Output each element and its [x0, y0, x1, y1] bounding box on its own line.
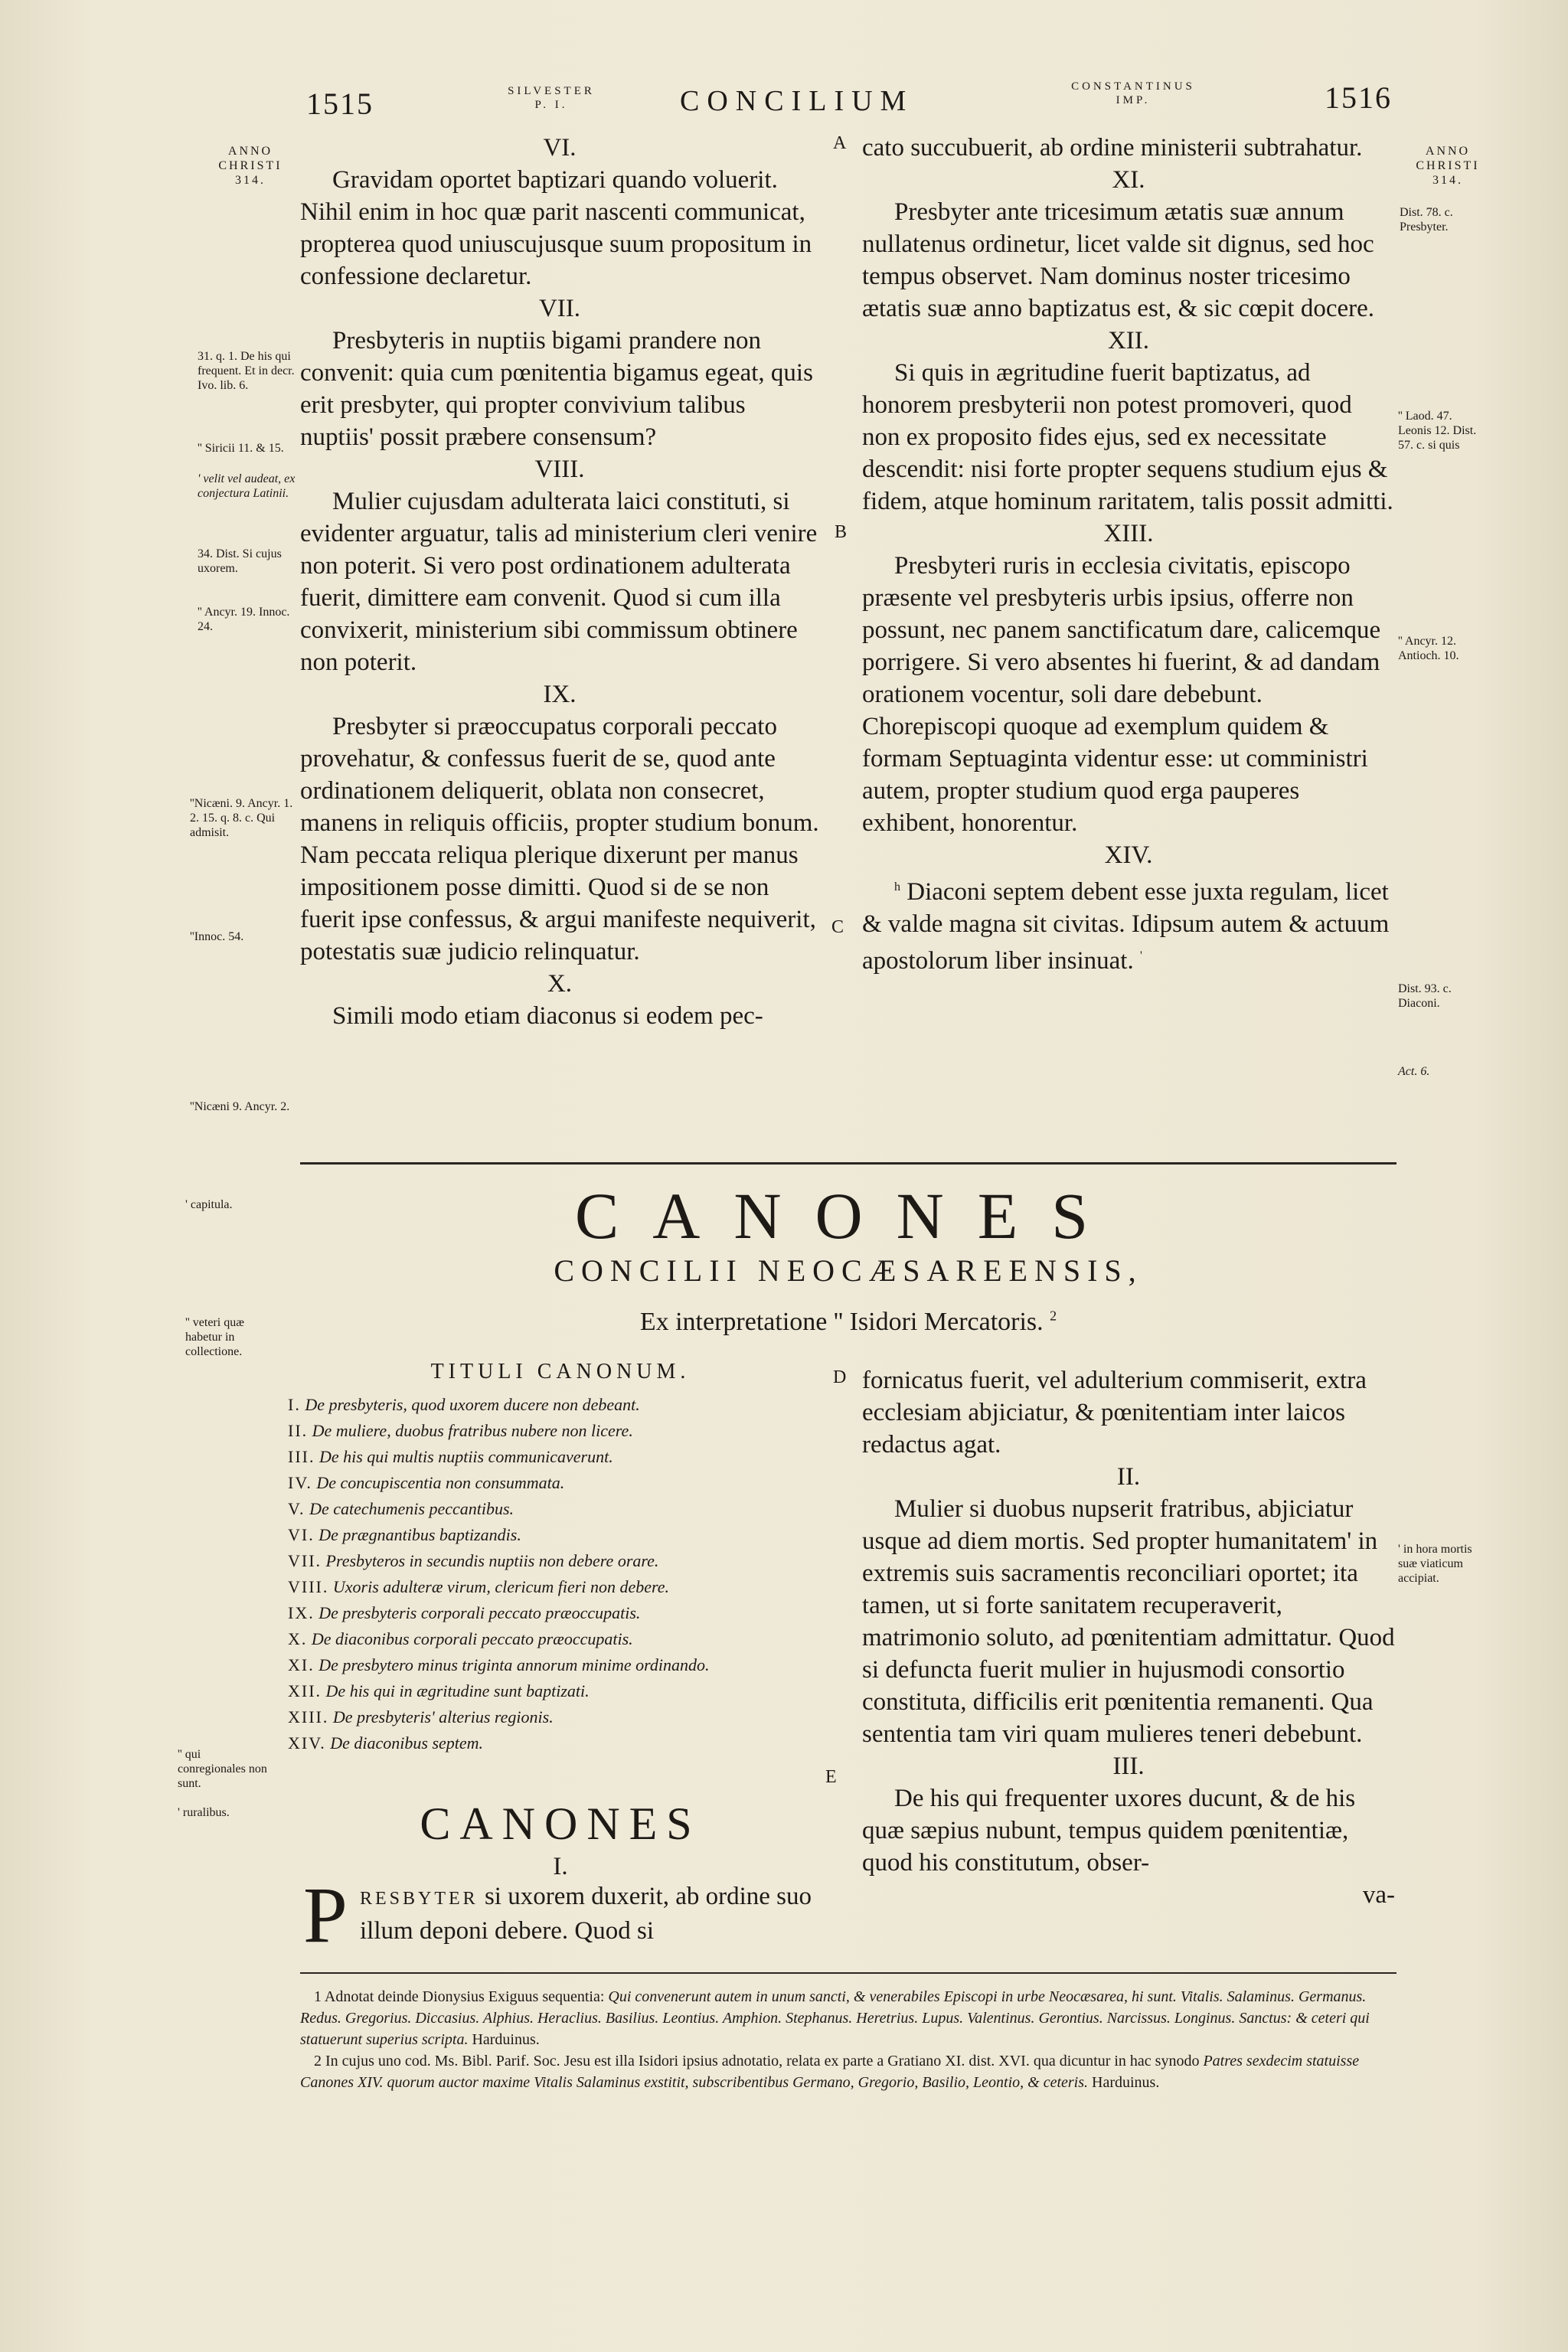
canon-number: IX. [543, 681, 577, 708]
titulus-number: XIV. [288, 1733, 326, 1753]
christi-label: CHRISTI [1416, 159, 1480, 172]
emperor-title: IMP. [1116, 94, 1151, 106]
footnote-mark: ' [1139, 949, 1142, 962]
tituli-heading: TITULI CANONUM. [430, 1360, 691, 1383]
titulus-text: Uxoris adulteræ virum, clericum fieri non debere. [332, 1577, 669, 1596]
titulus-number: VIII. [288, 1577, 329, 1596]
titulus-item [288, 1548, 824, 1574]
titulus-number: VI. [288, 1525, 315, 1544]
margin-note: '' Ancyr. 19. Innoc. 24. [198, 606, 290, 633]
titulus-item [288, 1496, 824, 1522]
margin-note: ' capitula. [185, 1198, 233, 1211]
catchword: va- [1362, 1881, 1395, 1909]
tituli-list [288, 1392, 824, 1756]
titulus-text: De presbytero minus triginta annorum minime ordinando. [318, 1655, 710, 1674]
titulus-number: I. [288, 1395, 301, 1414]
titulus-number: IX. [288, 1603, 315, 1622]
canon-1-text [360, 1880, 815, 1947]
canon-text: Presbyteri ruris in ecclesia civitatis, episcopo præsente vel presbyteris urbis ipsius, offerre non possunt, nec panem sanctificatum dare, calicemque porrigere. Si vero absentes hi fuerint, & ad dandam orationem vocentur, soli dare debebunt. Chorepiscopi quoque ad exemplum quidem & formam Septuaginta videntur esse: ut comministri autem, propter studium quod erga pauperes exhibent, honorentur. [862, 552, 1381, 837]
section-letter-e: E [825, 1767, 837, 1787]
canon-text: Simili modo etiam diaconus si eodem pec- [332, 1002, 763, 1030]
titulus-number: IV. [288, 1473, 312, 1492]
canon-number: VI. [543, 134, 577, 162]
titulus-item [288, 1704, 824, 1730]
margin-note: Dist. 78. c. Presbyter. [1400, 206, 1453, 234]
canon-number: VII. [538, 295, 581, 322]
section-letter-a: A [833, 133, 847, 153]
margin-note: '' veteri quæ habetur in collectione. [185, 1316, 244, 1358]
titulus-text: De diaconibus septem. [330, 1733, 484, 1753]
canon-number: XII. [1107, 327, 1150, 354]
titulus-text: De prægnantibus baptizandis. [318, 1525, 521, 1544]
canon-number: X. [547, 970, 573, 998]
canon-number: XIII. [1103, 520, 1154, 547]
titulus-number: XI. [288, 1655, 315, 1674]
titulus-text: Presbyteros in secundis nuptiis non debere orare. [325, 1551, 659, 1570]
canon-14-text: Diaconi septem debent esse juxta regulam, licet & valde magna sit civitas. Idipsum autem & actuum apostolorum liber insinuat. [862, 878, 1390, 975]
anno-label: ANNO [1425, 145, 1471, 158]
interpretation-text: Ex interpretatione '' Isidori Mercatoris. [639, 1308, 1044, 1336]
canon-number: II. [1116, 1463, 1141, 1491]
canon-number: XI. [1112, 166, 1145, 194]
margin-note: '' Siricii 11. & 15. [198, 442, 284, 455]
titulus-number: III. [288, 1447, 315, 1466]
christi-label: CHRISTI [218, 159, 283, 172]
page-running-title: CONCILIUM [680, 85, 914, 117]
canones-heading: CANONES [574, 1179, 1122, 1253]
canon-text: De his qui frequenter uxores ducunt, & de his quæ sæpius nubunt, tempus quidem pœnitentiæ, quod his constitutum, obser- [862, 1785, 1356, 1877]
titulus-item [288, 1418, 824, 1444]
titulus-text: De diaconibus corporali peccato præoccupatis. [311, 1629, 633, 1648]
footnote-divider [300, 1972, 1396, 1974]
footnote-2 [300, 2050, 1396, 2093]
section-divider [300, 1162, 1396, 1165]
canon-text: Presbyter si præoccupatus corporali peccato provehatur, & confessus fuerit de se, quod ante ordinationem deliquerit, oblata non consecret, manens in reliquis officiis, propter studium bonum. Nam peccata reliqua plerique dixerunt per manus impositionem posse dimitti. Quod si de se non fuerit ipse confessus, & argui manifeste nequiverit, potestatis suæ judicio relinquatur. [300, 713, 819, 965]
footnote-2-lead: 2 In cujus uno cod. Ms. Bibl. Parif. Soc. Jesu est illa Isidori ipsius adnotatio, relata ex parte a Gratiano XI. dist. XVI. qua dicuntur in hac synodo [314, 2053, 1200, 2069]
canon-text: Presbyter ante tricesimum ætatis suæ annum nullatenus ordinetur, licet valde sit dignus, sed hoc tempus observet. Nam dominus noster tricesimo ætatis suæ anno baptizatus est, & sic cœpit docere. [862, 198, 1375, 322]
margin-note: ''Innoc. 54. [190, 930, 244, 943]
margin-note: '' Laod. 47. Leonis 12. Dist. 57. c. si quis [1398, 410, 1477, 452]
canon-text: Gravidam oportet baptizari quando voluerit. Nihil enim in hoc quæ parit nascenti communicat, propterea quod uniuscujusque suum propositum in confessione declaretur. [300, 166, 812, 290]
titulus-item [288, 1626, 824, 1652]
emperor-name: CONSTANTINUS [1071, 80, 1195, 93]
titulus-number: V. [288, 1499, 305, 1518]
canon-number: VIII. [534, 456, 585, 483]
titulus-text: De his qui multis nuptiis communicaverunt. [318, 1447, 613, 1466]
canon-number: I. [553, 1853, 568, 1880]
footnotes [300, 1986, 1396, 2093]
titulus-item [288, 1444, 824, 1470]
canon-1-body: si uxorem duxerit, ab ordine suo illum deponi debere. Quod si [360, 1883, 812, 1945]
interpretation-line [300, 1308, 1396, 1337]
margin-note: ' in hora mortis suæ viaticum accipiat. [1398, 1543, 1472, 1585]
canon-text: Presbyteris in nuptiis bigami prandere non convenit: quia cum pœnitentia bigamus egeat, quis erit presbyter, qui propter convivium talibus nuptiis' possit præbere consensum? [300, 327, 813, 451]
footnote-1-quote: Qui convenerunt autem in unum sancti, & venerabiles Episcopi in urbe Neocæsarea, hi sunt. Vitalis. Salaminus. Germanus. Redus. Gregorius. Diccasius. Alphius. Heraclius. Basilius. Leontius. Amphion. Stephanus. Heretrius. Lupus. Valentinus. Gerontius. Narcissus. Longinus. Sanctus: & ceteri qui statuerunt superius scripta. [300, 1988, 1370, 2048]
footnote-2-source: Harduinus. [1092, 2074, 1160, 2091]
titulus-number: X. [288, 1629, 308, 1648]
titulus-text: De his qui in ægritudine sunt baptizati. [325, 1681, 590, 1700]
canon-text: Mulier si duobus nupserit fratribus, abjiciatur usque ad diem mortis. Sed propter humanitatem' in extremis suis sacramentis reconciliari oportet; ita tamen, ut si forte sanitatem recuperaverit, matrimonio soluto, ad pœnitentiam admittatur. Quod si defuncta fuerit mulier in hujusmodi consortio constituta, difficilis erit pœnitentia remanenti. Qua sententia tam viri quam mulieres teneri debebunt. [862, 1495, 1395, 1748]
margin-note: 31. q. 1. De his qui frequent. Et in decr. Ivo. lib. 6. [198, 350, 295, 392]
canon-number: III. [1112, 1753, 1145, 1780]
section-letter-b: B [835, 522, 848, 542]
margin-note: Act. 6. [1398, 1065, 1430, 1078]
titulus-text: De presbyteris, quod uxorem ducere non debeant. [305, 1395, 640, 1414]
section-letter-c: C [831, 917, 844, 937]
right-column-top [862, 132, 1395, 977]
margin-note: ''Nicæni. 9. Ancyr. 1. 2. 15. q. 8. c. Qui admisit. [190, 797, 293, 839]
titulus-number: XIII. [288, 1707, 329, 1726]
footnote-1-source: Harduinus. [472, 2031, 540, 2048]
titulus-item [288, 1652, 824, 1678]
pope-number: P. I. [534, 99, 568, 111]
titulus-text: De concupiscentia non consummata. [316, 1473, 565, 1492]
right-page-number: 1516 [1325, 80, 1392, 115]
titulus-text: De catechumenis peccantibus. [309, 1499, 514, 1518]
canon-1-caps: RESBYTER [360, 1889, 479, 1909]
pope-name: SILVESTER [508, 85, 595, 97]
margin-note: 34. Dist. Si cujus uxorem. [198, 547, 282, 575]
titulus-text: De muliere, duobus fratribus nubere non licere. [312, 1421, 633, 1440]
titulus-number: XII. [288, 1681, 322, 1700]
margin-note: '' qui conregionales non sunt. [178, 1748, 267, 1790]
margin-note: Dist. 93. c. Diaconi. [1398, 982, 1452, 1010]
right-running-head [1049, 80, 1217, 107]
margin-note: ''Nicæni 9. Ancyr. 2. [190, 1100, 290, 1113]
council-subheading: CONCILII NEOCÆSAREENSIS, [554, 1253, 1143, 1288]
canones-subheading: CANONES [420, 1798, 701, 1849]
year-label: 314. [235, 174, 266, 187]
titulus-item [288, 1392, 824, 1418]
right-margin-year [1406, 144, 1490, 188]
anno-label: ANNO [227, 145, 273, 158]
left-margin-year [208, 144, 292, 188]
canon-text: fornicatus fuerit, vel adulterium commiserit, extra ecclesiam abjiciatur, & pœnitentiam inter laicos redactus agat. [862, 1367, 1367, 1459]
canon-number: XIV. [1104, 841, 1153, 869]
titulus-item [288, 1730, 824, 1756]
left-running-head [490, 84, 612, 112]
titulus-number: VII. [288, 1551, 322, 1570]
footnote-1 [300, 1986, 1396, 2050]
titulus-item [288, 1600, 824, 1626]
titulus-item [288, 1574, 824, 1600]
canon-text: Mulier cujusdam adulterata laici constituti, si evidenter arguatur, talis ad ministerium cleri venire non poterit. Si vero post ordinationem adulterata fuerit, dimittere eam convenit. Quod si cum illa convixerit, ministerium sibi commissum obtinere non poterit. [300, 488, 818, 676]
footnote-mark: h [894, 880, 900, 893]
titulus-number: II. [288, 1421, 309, 1440]
titulus-text: De presbyteris' alterius regionis. [332, 1707, 554, 1726]
canon-text: Si quis in ægritudine fuerit baptizatus, ad honorem presbyterii non potest promoveri, quod non ex proposito fides ejus, sed ex necessitate descendit: nisi forte propter sequens studium ejus & fidem, atque hominum raritatem, talis possit admitti. [862, 359, 1393, 515]
margin-note: ' velit vel audeat, ex conjectura Latinii. [198, 472, 296, 500]
footnote-1-lead: 1 Adnotat deinde Dionysius Exiguus sequentia: [314, 1988, 605, 2005]
titulus-item [288, 1470, 824, 1496]
titulus-item [288, 1522, 824, 1548]
titulus-text: De presbyteris corporali peccato præoccupatis. [318, 1603, 641, 1622]
section-letter-d: D [833, 1367, 847, 1387]
canon-text [862, 871, 1395, 977]
titulus-item [288, 1678, 824, 1704]
year-label: 314. [1432, 174, 1463, 187]
left-page-number: 1515 [306, 87, 374, 121]
margin-note: ' ruralibus. [178, 1806, 230, 1819]
drop-cap-initial: P [303, 1871, 348, 1959]
right-column-bottom [862, 1364, 1395, 1911]
left-column-top [300, 132, 819, 1032]
footnote-2-quote: Patres sexdecim statuisse Canones XIV. quorum auctor maxime Vitalis Salaminus exstitit, subscribentibus Germano, Gregorio, Basilio, Leontio, & ceteris. [300, 2053, 1360, 2091]
footnote-mark: 2 [1050, 1308, 1057, 1324]
margin-note: '' Ancyr. 12. Antioch. 10. [1398, 635, 1459, 662]
canon-text: cato succubuerit, ab ordine ministerii subtrahatur. [862, 134, 1363, 162]
